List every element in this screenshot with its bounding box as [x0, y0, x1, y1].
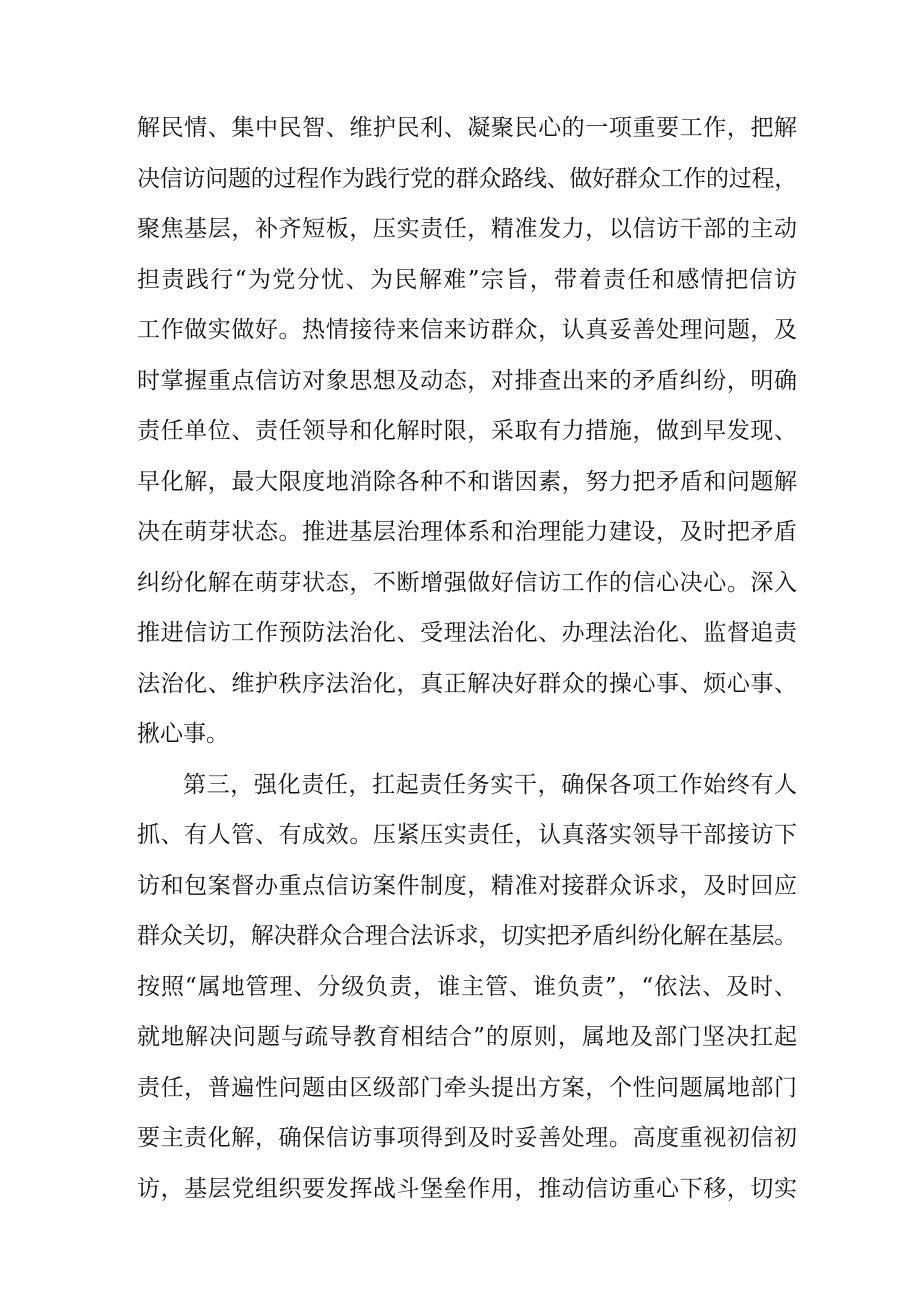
text-line: 解民情、集中民智、维护民利、凝聚民心的一项重要工作，把解 [137, 115, 797, 141]
text-line: 法治化、维护秩序法治化，真正解决好群众的操心事、烦心事、 [137, 670, 797, 697]
text-line: 群众关切，解决群众合理合法诉求，切实把矛盾纠纷化解在基层。 [137, 923, 797, 949]
text-line: 工作做实做好。热情接待来信来访群众，认真妥善处理问题，及 [137, 317, 797, 343]
text-line: 揪心事。 [137, 721, 229, 747]
text-line: 抓、有人管、有成效。压紧压实责任，认真落实领导干部接访下 [137, 822, 797, 848]
text-line: 纠纷化解在萌芽状态，不断增强做好信访工作的信心决心。深入 [137, 569, 797, 596]
text-line: 决在萌芽状态。推进基层治理体系和治理能力建设，及时把矛盾 [137, 519, 797, 545]
text-line: 时掌握重点信访对象思想及动态，对排查出来的矛盾纠纷，明确 [137, 367, 797, 394]
text-line: 访，基层党组织要发挥战斗堡垒作用，推动信访重心下移，切实 [137, 1175, 797, 1202]
text-line: 责任单位、责任领导和化解时限，采取有力措施，做到早发现、 [137, 418, 797, 444]
text-line: 聚焦基层，补齐短板，压实责任，精准发力，以信访干部的主动 [137, 216, 797, 242]
text-line: 要主责化解，确保信访事项得到及时妥善处理。高度重视初信初 [137, 1125, 797, 1151]
text-line: 访和包案督办重点信访案件制度，精准对接群众诉求，及时回应 [137, 872, 797, 899]
text-line: 决信访问题的过程作为践行党的群众路线、做好群众工作的过程， [137, 165, 797, 192]
text-line: 责任，普遍性问题由区级部门牵头提出方案，个性问题属地部门 [137, 1074, 797, 1101]
text-line: 第三，强化责任，扛起责任务实干，确保各项工作始终有人 [183, 771, 797, 798]
text-line: 推进信访工作预防法治化、受理法治化、办理法治化、监督追责 [137, 620, 797, 646]
body-text [137, 103, 797, 1214]
text-line: 担责践行“为党分忧、为民解难”宗旨，带着责任和感情把信访 [137, 266, 797, 293]
text-line: 早化解，最大限度地消除各种不和谐因素，努力把矛盾和问题解 [137, 468, 797, 495]
paragraph-2 [137, 760, 797, 1215]
text-line: 就地解决问题与疏导教育相结合”的原则，属地及部门坚决扛起 [137, 1024, 797, 1050]
paragraph-1 [137, 103, 797, 760]
text-line: 按照“属地管理、分级负责，谁主管、谁负责”，“依法、及时、 [137, 973, 797, 1000]
